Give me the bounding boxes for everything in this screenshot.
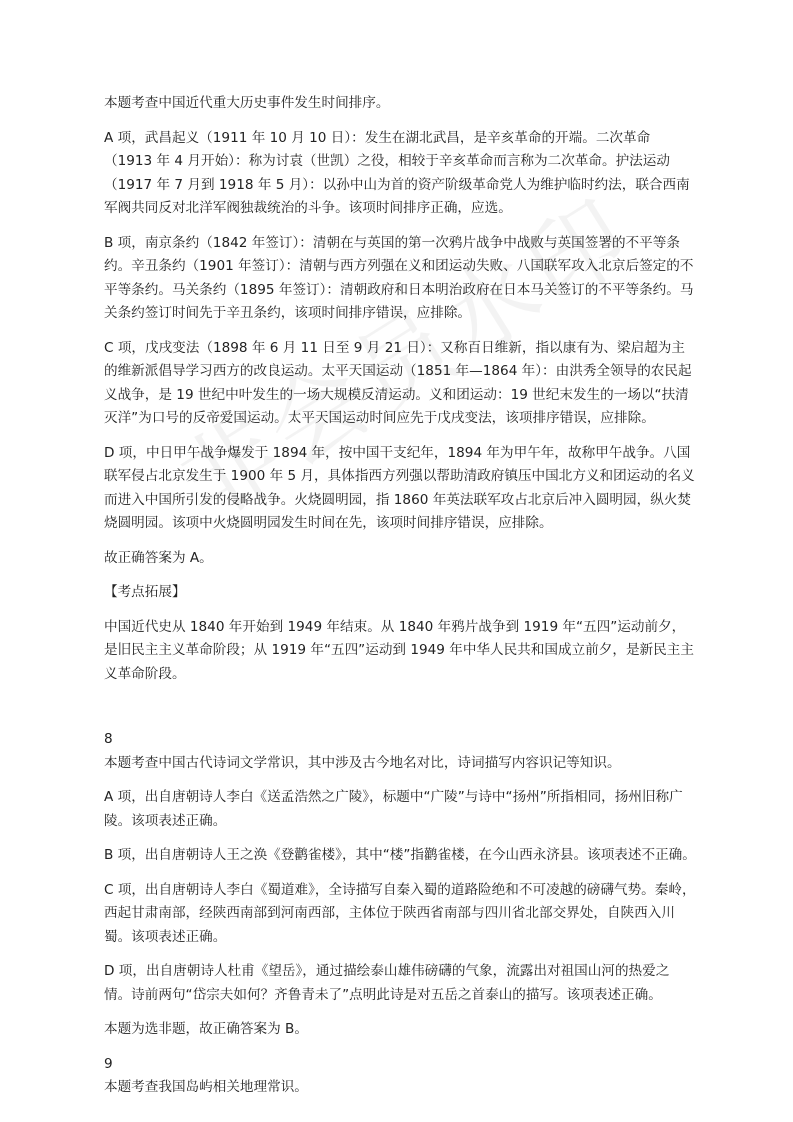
paragraph-extension: 中国近代史从 1840 年开始到 1949 年结束。从 1840 年鸦片战争到 1919 年“五四”运动前夕，是旧民主主义革命阶段；从 1919 年“五四”运动到 1949 年中华人民共和国成立前夕，是新民主主义革命阶段。	[104, 618, 694, 682]
paragraph-option-d: D 项，中日甲午战争爆发于 1894 年，按中国干支纪年，1894 年为甲午年，故称甲午战争。八国联军侵占北京发生于 1900 年 5 月，具体指西方列强以帮助清政府镇压中国北方义和团运动的名义而进入中国所引发的侵略战争。火烧圆明园，指 1860 年英法联军攻占北京后冲入圆明园，纵火焚烧圆明园。该项中火烧圆明园发生时间在先，该项时间排序错误，应排除。	[104, 444, 695, 531]
answer-section-8	[104, 728, 696, 1042]
paragraph-answer: 本题为选非题，故正确答案为 B。	[104, 1021, 308, 1037]
paragraph-option-d: D 项，出自唐朝诗人杜甫《望岳》，通过描绘泰山雄伟磅礴的气象，流露出对祖国山河的热爱之情。诗前两句“岱宗夫如何？齐鲁青未了”点明此诗是对五岳之首泰山的描写。该项表述正确。	[104, 963, 670, 1003]
paragraph-intro: 本题考查中国近代重大历史事件发生时间排序。	[104, 95, 390, 111]
paragraph-option-a: A 项，出自唐朝诗人李白《送孟浩然之广陵》，标题中“广陵”与诗中“扬州”所指相同，扬州旧称广陵。该项表述正确。	[104, 789, 683, 829]
question-number: 9	[104, 1055, 113, 1072]
paragraph-intro: 本题考查中国古代诗词文学常识，其中涉及古今地名对比，诗词描写内容识记等知识。	[104, 754, 621, 771]
paragraph-option-b: B 项，南京条约（1842 年签订）：清朝在与英国的第一次鸦片战争中战败与英国签署的不平等条约。辛丑条约（1901 年签订）：清朝与西方列强在义和团运动失败、八国联军攻入北京后签定的不平等条约。马关条约（1895 年签订）：清朝政府和日本明治政府在日本马关签订的不平等条约。马关条约签订时间先于辛丑条约，该项时间排序错误，应排除。	[104, 234, 694, 321]
document-body	[104, 92, 696, 1111]
paragraph-option-c: C 项，戊戌变法（1898 年 6 月 11 日至 9 月 21 日）：又称百日维新，指以康有为、梁启超为主的维新派倡导学习西方的改良运动。太平天国运动（1851 年—1864 年）：由洪秀全领导的农民起义战争，是 19 世纪中叶发生的一场大规模反清运动。义和团运动：19 世纪末发生的一场以“扶清灭洋”为口号的反帝爱国运动。太平天国运动时间应先于戊戌变法，该项排序错误，应排除。	[104, 339, 692, 426]
paragraph-option-a: A 项，武昌起义（1911 年 10 月 10 日）：发生在湖北武昌，是辛亥革命的开端。二次革命（1913 年 4 月开始）：称为讨袁（世凯）之役，相较于辛亥革命而言称为二次革命。护法运动（1917 年 7 月到 1918 年 5 月）：以孙中山为首的资产阶级革命党人为维护临时约法，联合西南军阀共同反对北洋军阀独裁统治的斗争。该项时间排序正确，应选。	[104, 129, 690, 216]
question-number: 8	[104, 731, 113, 747]
paragraph-option-c: C 项，出自唐朝诗人李白《蜀道难》，全诗描写自秦入蜀的道路险绝和不可凌越的磅礴气势。秦岭，西起甘肃南部，经陕西南部到河南西部，主体位于陕西省南部与四川省北部交界处，自陕西入川蜀。该项表述正确。	[104, 881, 696, 945]
paragraph-extension-heading: 【考点拓展】	[104, 584, 186, 600]
answer-section-7	[104, 92, 696, 686]
paragraph-intro: 本题考查我国岛屿相关地理常识。	[104, 1079, 308, 1095]
paragraph-option-b: B 项，出自唐朝诗人王之涣《登鹳雀楼》，其中“楼”指鹳雀楼，在今山西永济县。该项表述不正确。	[104, 847, 696, 863]
answer-section-9	[104, 1053, 696, 1100]
paragraph-answer: 故正确答案为 A。	[104, 549, 213, 566]
